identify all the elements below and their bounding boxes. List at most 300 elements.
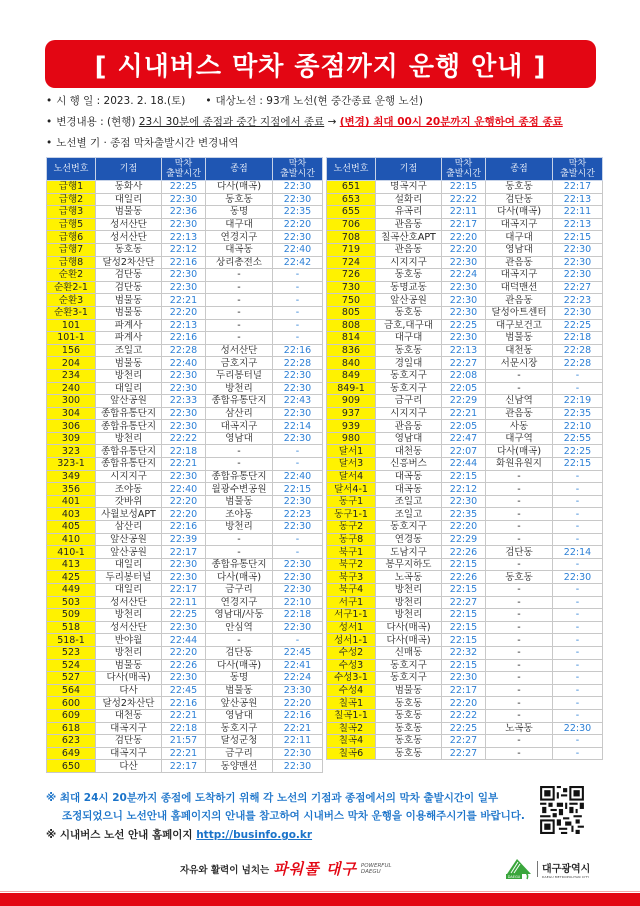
table-row [327, 571, 603, 584]
start-last-time: 22:33 [162, 395, 206, 408]
route-number: 급행2 [47, 193, 96, 206]
start-stop: 동호동 [376, 747, 442, 760]
end-last-time: 22:30 [273, 407, 323, 420]
start-last-time: 22:20 [442, 231, 486, 244]
table-row [47, 760, 323, 773]
table-row [327, 432, 603, 445]
end-stop: 사동 [486, 420, 553, 433]
start-stop: 동명교동 [376, 281, 442, 294]
table-row [327, 344, 603, 357]
end-stop: 다사(매곡) [486, 445, 553, 458]
start-stop: 범물동 [96, 294, 162, 307]
start-stop: 성서산단 [96, 218, 162, 231]
end-last-time: - [273, 546, 323, 559]
route-number: 323-1 [47, 458, 96, 471]
end-stop: - [486, 558, 553, 571]
route-number: 칠곡2 [327, 722, 376, 735]
start-last-time: 22:25 [162, 181, 206, 194]
route-number: 518-1 [47, 634, 96, 647]
start-stop: 동호지구 [376, 369, 442, 382]
start-last-time: 22:29 [442, 395, 486, 408]
table-row [47, 571, 323, 584]
table-row [47, 659, 323, 672]
end-stop: - [486, 584, 553, 597]
end-last-time: 22:30 [273, 571, 323, 584]
end-last-time: 22:20 [273, 218, 323, 231]
table-header-row [47, 158, 323, 181]
route-number: 칠곡4 [327, 735, 376, 748]
start-stop: 범물동 [96, 659, 162, 672]
start-stop: 동호동 [376, 735, 442, 748]
route-number: 칠곡1 [327, 697, 376, 710]
qr-code-icon[interactable] [540, 786, 584, 834]
end-last-time: 22:23 [273, 508, 323, 521]
start-last-time: 22:25 [442, 722, 486, 735]
table-row [47, 709, 323, 722]
table-row [47, 407, 323, 420]
table-row [327, 181, 603, 194]
bullet: • [46, 95, 53, 107]
table-row [47, 533, 323, 546]
end-stop: 화원유원지 [486, 458, 553, 471]
route-number: 북구4 [327, 584, 376, 597]
start-stop: 대곡동 [376, 470, 442, 483]
end-stop: - [486, 659, 553, 672]
bullet: • [46, 116, 53, 128]
start-last-time: 22:17 [162, 584, 206, 597]
route-number: 523 [47, 646, 96, 659]
table-row [47, 596, 323, 609]
end-stop: - [206, 294, 273, 307]
table-row [327, 495, 603, 508]
route-number: 순환2 [47, 269, 96, 282]
table-row [327, 722, 603, 735]
route-number: 성서1 [327, 621, 376, 634]
start-stop: 동호지구 [376, 382, 442, 395]
end-last-time: 22:30 [273, 621, 323, 634]
start-stop: 동호동 [376, 269, 442, 282]
homepage-link[interactable]: http://businfo.go.kr [196, 829, 313, 841]
start-stop: 앞산공원 [376, 294, 442, 307]
route-number: 980 [327, 432, 376, 445]
end-stop: 관음동 [486, 256, 553, 269]
start-last-time: 22:22 [442, 193, 486, 206]
footer-divider [0, 891, 640, 892]
route-number: 달서3 [327, 458, 376, 471]
end-last-time: 22:30 [553, 243, 603, 256]
start-stop: 신매동 [376, 646, 442, 659]
end-stop: 금구리 [206, 747, 273, 760]
homepage-notice [46, 829, 312, 842]
end-last-time: 22:30 [273, 747, 323, 760]
route-number: 726 [327, 269, 376, 282]
start-stop: 앞산공원 [96, 546, 162, 559]
route-number: 순환3-1 [47, 306, 96, 319]
route-number: 405 [47, 521, 96, 534]
slogan [180, 858, 401, 879]
route-number: 840 [327, 357, 376, 370]
start-stop: 대천동 [376, 445, 442, 458]
daegu-city-logo [505, 858, 590, 880]
table-row [327, 395, 603, 408]
start-stop: 설화리 [376, 193, 442, 206]
route-number: 719 [327, 243, 376, 256]
table-row [47, 382, 323, 395]
end-last-time: - [553, 558, 603, 571]
end-stop: 달성아트센터 [486, 306, 553, 319]
end-stop: 성서산단 [206, 344, 273, 357]
table-row [47, 747, 323, 760]
table-row [47, 445, 323, 458]
header-end: 종점 [486, 158, 553, 181]
end-stop: 검단동 [206, 646, 273, 659]
slogan-brand: 파워풀 대구 [273, 860, 357, 878]
end-last-time: 22:30 [273, 382, 323, 395]
table-row [327, 609, 603, 622]
route-number: 724 [327, 256, 376, 269]
route-number: 909 [327, 395, 376, 408]
end-last-time: 22:35 [273, 206, 323, 219]
table-row [47, 521, 323, 534]
route-number: 서구1 [327, 596, 376, 609]
route-number: 527 [47, 672, 96, 685]
start-stop: 경일대 [376, 357, 442, 370]
header-route: 노선번호 [327, 158, 376, 181]
table-row [327, 206, 603, 219]
table-row [327, 483, 603, 496]
end-last-time: 22:30 [273, 432, 323, 445]
end-stop: - [206, 634, 273, 647]
end-last-time: 22:11 [553, 206, 603, 219]
table-row [47, 357, 323, 370]
start-stop: 동호지구 [376, 659, 442, 672]
route-number: 356 [47, 483, 96, 496]
route-number: 수성3-1 [327, 672, 376, 685]
daegu-mountain-logo-icon [505, 858, 533, 880]
route-number: 300 [47, 395, 96, 408]
end-stop: 금호지구 [206, 357, 273, 370]
start-stop: 사월보성APT [96, 508, 162, 521]
end-stop: - [486, 684, 553, 697]
end-stop: 월광수변공원 [206, 483, 273, 496]
route-number: 156 [47, 344, 96, 357]
end-last-time: 22:16 [273, 344, 323, 357]
start-last-time: 22:22 [162, 432, 206, 445]
end-stop: 범물동 [486, 332, 553, 345]
route-number: 805 [327, 306, 376, 319]
start-stop: 반야월 [96, 634, 162, 647]
end-stop: - [206, 319, 273, 332]
start-stop: 종합유통단지 [96, 407, 162, 420]
table-row [47, 306, 323, 319]
end-last-time: 22:30 [273, 558, 323, 571]
end-last-time: - [553, 495, 603, 508]
start-stop: 대곡지구 [96, 722, 162, 735]
route-number: 수성2 [327, 646, 376, 659]
start-last-time: 22:24 [442, 269, 486, 282]
start-stop: 도남지구 [376, 546, 442, 559]
end-last-time: - [553, 621, 603, 634]
start-last-time: 22:16 [162, 332, 206, 345]
end-last-time: - [553, 735, 603, 748]
start-last-time: 22:30 [442, 256, 486, 269]
start-stop: 달성2차산단 [96, 697, 162, 710]
end-last-time: - [553, 483, 603, 496]
route-number: 306 [47, 420, 96, 433]
end-last-time: 22:42 [273, 256, 323, 269]
table-row [327, 684, 603, 697]
end-last-time: 22:14 [273, 420, 323, 433]
end-last-time: 22:41 [273, 659, 323, 672]
start-last-time: 22:15 [442, 621, 486, 634]
route-number: 성서1-1 [327, 634, 376, 647]
change-new: (변경) 최대 00시 20분까지 운행하여 종점 종료 [339, 116, 563, 128]
end-stop: 대곡지구 [206, 420, 273, 433]
end-last-time: - [553, 596, 603, 609]
route-number: 급행3 [47, 206, 96, 219]
start-stop: 동호동 [376, 344, 442, 357]
route-number: 동구8 [327, 533, 376, 546]
table-row [327, 634, 603, 647]
header-end-time: 막차 출발시간 [553, 158, 603, 181]
end-stop: - [206, 546, 273, 559]
start-last-time: 22:45 [162, 684, 206, 697]
start-stop: 범물동 [96, 306, 162, 319]
start-last-time: 22:05 [442, 420, 486, 433]
start-stop: 검단동 [96, 735, 162, 748]
header-end-time: 막차 출발시간 [273, 158, 323, 181]
table-row [47, 369, 323, 382]
end-stop: 앞산공원 [206, 697, 273, 710]
end-stop: - [486, 646, 553, 659]
table-row [47, 281, 323, 294]
table-row [47, 420, 323, 433]
start-last-time: 22:30 [162, 407, 206, 420]
start-last-time: 22:30 [162, 269, 206, 282]
table-row [327, 407, 603, 420]
end-stop: 서문시장 [486, 357, 553, 370]
route-number: 304 [47, 407, 96, 420]
start-stop: 영남대 [376, 432, 442, 445]
end-last-time: - [553, 646, 603, 659]
start-stop: 성서산단 [96, 231, 162, 244]
table-row [47, 508, 323, 521]
start-last-time: 22:20 [162, 495, 206, 508]
end-last-time: 22:30 [273, 181, 323, 194]
end-stop: - [486, 709, 553, 722]
end-stop: - [486, 596, 553, 609]
route-number: 수성4 [327, 684, 376, 697]
end-last-time: 22:30 [273, 231, 323, 244]
notice-line-1: ※ 최대 24시 20분까지 종점에 도착하기 위해 각 노선의 기점과 종점에서의 막차 출발시간이 일부 [46, 792, 499, 804]
table-row [327, 231, 603, 244]
table-row [47, 432, 323, 445]
start-stop: 관음동 [376, 243, 442, 256]
start-stop: 봉무지하도 [376, 558, 442, 571]
logo-separator [537, 861, 538, 877]
route-number: 101-1 [47, 332, 96, 345]
end-stop: - [206, 281, 273, 294]
end-last-time: 22:30 [273, 584, 323, 597]
end-stop: 대곡동 [206, 243, 273, 256]
end-stop: 동양맨션 [206, 760, 273, 773]
start-last-time: 22:22 [442, 709, 486, 722]
info-line-changes [46, 116, 563, 129]
end-stop: 안심역 [206, 621, 273, 634]
start-stop: 동화사 [96, 181, 162, 194]
section-label: 노선별 기 · 종점 막차출발시간 변경내역 [56, 137, 239, 149]
start-last-time: 22:07 [442, 445, 486, 458]
end-stop: 동명 [206, 672, 273, 685]
end-last-time: 22:15 [273, 483, 323, 496]
start-stop: 방천리 [96, 369, 162, 382]
start-stop: 성서산단 [96, 596, 162, 609]
table-row [327, 269, 603, 282]
start-last-time: 22:30 [162, 571, 206, 584]
start-last-time: 22:32 [442, 646, 486, 659]
end-stop: 검단동 [486, 546, 553, 559]
route-number: 달서1 [327, 445, 376, 458]
end-last-time: - [553, 747, 603, 760]
end-stop: 대구보건고 [486, 319, 553, 332]
start-last-time: 22:27 [442, 596, 486, 609]
route-number: 달서4 [327, 470, 376, 483]
end-stop: 연경지구 [206, 231, 273, 244]
route-number: 북구2 [327, 558, 376, 571]
table-row [47, 344, 323, 357]
end-stop: 금구리 [206, 584, 273, 597]
end-stop: - [486, 634, 553, 647]
start-stop: 동호동 [376, 697, 442, 710]
end-stop: 다사(매곡) [206, 571, 273, 584]
table-row [47, 722, 323, 735]
table-row [47, 319, 323, 332]
start-last-time: 22:30 [162, 369, 206, 382]
start-last-time: 22:30 [162, 193, 206, 206]
start-last-time: 22:18 [162, 722, 206, 735]
route-number: 449 [47, 584, 96, 597]
table-row [47, 609, 323, 622]
notice-line-2: 조정되었으니 노선안내 홈페이지의 안내를 참고하여 시내버스 막차 운행을 이용해주시기를 바랍니다. [62, 810, 525, 822]
start-last-time: 22:16 [162, 521, 206, 534]
start-stop: 조야동 [96, 483, 162, 496]
route-number: 849 [327, 369, 376, 382]
slogan-en: POWERFUL DAEGU [360, 862, 392, 875]
start-stop: 파계사 [96, 332, 162, 345]
city-name: 대구광역시 [542, 863, 591, 875]
end-stop: - [486, 697, 553, 710]
end-stop: 달성군청 [206, 735, 273, 748]
page-title: [ 시내버스 막차 종점까지 운행 안내 ] [94, 51, 547, 82]
table-row [47, 395, 323, 408]
end-last-time: 23:30 [273, 684, 323, 697]
start-stop: 두리봉터널 [96, 571, 162, 584]
route-number: 204 [47, 357, 96, 370]
start-stop: 방천리 [376, 609, 442, 622]
table-row [327, 621, 603, 634]
logo-badge-text: DAEGU [507, 875, 521, 879]
table-row [327, 256, 603, 269]
start-stop: 종합유통단지 [96, 420, 162, 433]
start-last-time: 22:21 [162, 458, 206, 471]
table-row [47, 470, 323, 483]
end-stop: 다사(매곡) [206, 181, 273, 194]
table-row [327, 369, 603, 382]
end-stop: 상리총전소 [206, 256, 273, 269]
end-last-time: 22:13 [553, 218, 603, 231]
end-stop: 다사(매곡) [486, 206, 553, 219]
end-stop: 방천리 [206, 382, 273, 395]
start-stop: 방천리 [376, 584, 442, 597]
end-stop: 대곡지구 [486, 269, 553, 282]
start-stop: 시지지구 [376, 407, 442, 420]
route-number: 수성3 [327, 659, 376, 672]
start-last-time: 22:15 [442, 181, 486, 194]
end-stop: 동호동 [486, 571, 553, 584]
start-stop: 대일리 [96, 193, 162, 206]
end-last-time: - [553, 584, 603, 597]
start-stop: 동호동 [376, 306, 442, 319]
end-last-time: 22:25 [553, 445, 603, 458]
homepage-label: ※ 시내버스 노선 안내 홈페이지 [46, 829, 197, 841]
start-last-time: 22:36 [162, 206, 206, 219]
route-number: 달서4-1 [327, 483, 376, 496]
start-last-time: 22:21 [162, 709, 206, 722]
end-stop: 동호동 [486, 181, 553, 194]
start-stop: 동호지구 [376, 521, 442, 534]
start-last-time: 22:30 [162, 558, 206, 571]
table-row [327, 735, 603, 748]
end-last-time: 22:35 [553, 407, 603, 420]
end-stop: - [486, 672, 553, 685]
end-last-time: 22:15 [553, 458, 603, 471]
table-row [47, 684, 323, 697]
route-number: 937 [327, 407, 376, 420]
end-stop: 노곡동 [486, 722, 553, 735]
effective-date: 시 행 일 : 2023. 2. 18.(토) [56, 95, 186, 107]
start-last-time: 22:15 [442, 470, 486, 483]
table-row [327, 193, 603, 206]
route-number: 730 [327, 281, 376, 294]
end-stop: 관음동 [486, 294, 553, 307]
end-stop: 종합유통단지 [206, 470, 273, 483]
end-last-time: - [553, 709, 603, 722]
end-last-time: 22:24 [273, 672, 323, 685]
end-stop: - [206, 306, 273, 319]
table-row [47, 697, 323, 710]
route-number: 564 [47, 684, 96, 697]
start-last-time: 22:44 [162, 634, 206, 647]
start-stop: 대일리 [96, 584, 162, 597]
route-number: 410 [47, 533, 96, 546]
end-last-time: 22:30 [273, 193, 323, 206]
end-last-time: - [553, 369, 603, 382]
end-stop: - [486, 735, 553, 748]
start-last-time: 22:13 [162, 319, 206, 332]
end-stop: 대덕맨션 [486, 281, 553, 294]
start-last-time: 21:57 [162, 735, 206, 748]
end-last-time: - [273, 281, 323, 294]
route-number: 653 [327, 193, 376, 206]
route-number: 309 [47, 432, 96, 445]
end-stop: 두리봉터널 [206, 369, 273, 382]
start-last-time: 22:30 [442, 332, 486, 345]
table-row [327, 294, 603, 307]
start-last-time: 22:30 [442, 306, 486, 319]
start-last-time: 22:27 [442, 357, 486, 370]
start-last-time: 22:35 [442, 508, 486, 521]
start-last-time: 22:20 [442, 243, 486, 256]
